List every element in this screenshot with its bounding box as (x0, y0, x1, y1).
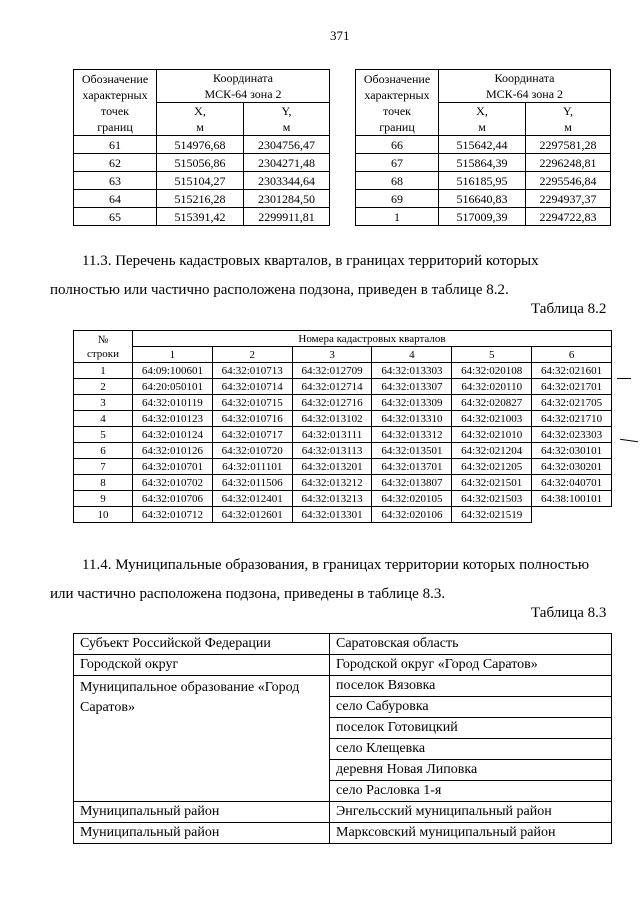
table-row (74, 154, 330, 172)
cadastral-number: 64:32:030101 (532, 443, 612, 459)
col-header: 5 (452, 347, 532, 363)
cadastral-number: 64:32:010126 (133, 443, 213, 459)
cadastral-number: 64:32:020827 (452, 395, 532, 411)
row-number: 8 (74, 475, 133, 491)
cadastral-number: 64:32:013303 (372, 363, 452, 379)
cadastral-number: 64:32:021519 (452, 507, 532, 523)
municipal-table (73, 633, 612, 844)
subject-value: Саратовская область (330, 634, 612, 655)
cadastral-number: 64:32:013310 (372, 411, 452, 427)
coordinate-header: Координата МСК-64 зона 2 (439, 70, 611, 103)
x-value: 515216,28 (157, 190, 244, 208)
table-row (74, 172, 330, 190)
col-header: 4 (372, 347, 452, 363)
cadastral-number: 64:32:012716 (292, 395, 372, 411)
x-value: 516185,95 (439, 172, 526, 190)
cadastral-number: 64:32:021501 (452, 475, 532, 491)
table-row (74, 379, 612, 395)
cadastral-number: 64:32:021601 (532, 363, 612, 379)
point-number: 66 (356, 136, 439, 154)
mo-value: поселок Вязовка (330, 676, 612, 697)
x-value: 515056,86 (157, 154, 244, 172)
paragraph-line: 11.4. Муниципальные образования, в границах территории которых полностью (82, 557, 590, 573)
table-row (74, 363, 612, 379)
mo-label: Муниципальное образование «Город Саратов» (74, 676, 330, 802)
coordinate-header: Координата МСК-64 зона 2 (157, 70, 330, 103)
row-number: 6 (74, 443, 133, 459)
cadastral-number: 64:32:010702 (133, 475, 213, 491)
cadastral-table (73, 330, 612, 523)
cadastral-number: 64:32:023303 (532, 427, 612, 443)
cadastral-title: Номера кадастровых кварталов (133, 331, 612, 347)
cadastral-number: 64:32:010714 (212, 379, 292, 395)
table-row (74, 507, 612, 523)
cadastral-number: 64:32:013113 (292, 443, 372, 459)
y-value: 2301284,50 (244, 190, 330, 208)
district-label: Муниципальный район (74, 802, 330, 823)
cadastral-number: 64:32:010715 (212, 395, 292, 411)
paragraph-11-4 (50, 551, 612, 609)
row-number: 4 (74, 411, 133, 427)
point-number: 64 (74, 190, 157, 208)
cadastral-number: 64:32:013212 (292, 475, 372, 491)
cadastral-number: 64:32:013102 (292, 411, 372, 427)
table-row (74, 411, 612, 427)
cadastral-number: 64:32:020106 (372, 507, 452, 523)
cadastral-number: 64:32:040701 (532, 475, 612, 491)
cadastral-number: 64:32:021503 (452, 491, 532, 507)
district-value: Марксовский муниципальный район (330, 823, 612, 844)
cadastral-number: 64:32:021705 (532, 395, 612, 411)
y-header: Y, м (526, 103, 611, 136)
table-row (74, 395, 612, 411)
cadastral-number: 64:32:010124 (133, 427, 213, 443)
cadastral-number: 64:09:100601 (133, 363, 213, 379)
cadastral-number: 64:32:010713 (212, 363, 292, 379)
row-number: 7 (74, 459, 133, 475)
cadastral-number: 64:32:013201 (292, 459, 372, 475)
table-row (74, 427, 612, 443)
point-number: 63 (74, 172, 157, 190)
okrug-label: Городской округ (74, 655, 330, 676)
y-value: 2294937,37 (526, 190, 611, 208)
paragraph-line: 11.3. Перечень кадастровых кварталов, в границах территорий которых (82, 253, 539, 269)
row-number: 3 (74, 395, 133, 411)
subject-label: Субъект Российской Федерации (74, 634, 330, 655)
table-row (74, 459, 612, 475)
cadastral-number: 64:32:013312 (372, 427, 452, 443)
coord-right-body (356, 136, 611, 226)
district-value: Энгельсский муниципальный район (330, 802, 612, 823)
cadastral-number: 64:32:010712 (133, 507, 213, 523)
cadastral-number: 64:32:021205 (452, 459, 532, 475)
cadastral-number: 64:32:012401 (212, 491, 292, 507)
paragraph-line: полностью или частично расположена подзона, приведен в таблице 8.2. (50, 282, 509, 298)
cadastral-number: 64:32:011506 (212, 475, 292, 491)
x-header: X, м (157, 103, 244, 136)
page-number: 371 (330, 28, 350, 43)
cadastral-number: 64:32:010720 (212, 443, 292, 459)
mo-value: село Клещевка (330, 739, 612, 760)
mo-value: село Сабуровка (330, 697, 612, 718)
cadastral-number: 64:32:030201 (532, 459, 612, 475)
point-number: 1 (356, 208, 439, 226)
col-header: 3 (292, 347, 372, 363)
cadastral-number: 64:32:020110 (452, 379, 532, 395)
cadastral-number: 64:32:021010 (452, 427, 532, 443)
mo-value: село Расловка 1-я (330, 781, 612, 802)
cadastral-number: 64:32:010119 (133, 395, 213, 411)
row-number: 9 (74, 491, 133, 507)
x-value: 514976,68 (157, 136, 244, 154)
point-number: 65 (74, 208, 157, 226)
cadastral-number: 64:32:021710 (532, 411, 612, 427)
y-value: 2294722,83 (526, 208, 611, 226)
y-header: Y, м (244, 103, 330, 136)
coord-table-right (355, 69, 611, 226)
col-header: 1 (133, 347, 213, 363)
cadastral-number: 64:32:011101 (212, 459, 292, 475)
okrug-value: Городской округ «Город Саратов» (330, 655, 612, 676)
cadastral-number: 64:20:050101 (133, 379, 213, 395)
coord-left-body (74, 136, 330, 226)
mo-value: деревня Новая Липовка (330, 760, 612, 781)
row-number: 5 (74, 427, 133, 443)
cadastral-number: 64:32:012601 (212, 507, 292, 523)
x-value: 517009,39 (439, 208, 526, 226)
cadastral-number: 64:32:020108 (452, 363, 532, 379)
scan-mark (620, 439, 638, 442)
cadastral-number: 64:32:010717 (212, 427, 292, 443)
scan-mark (617, 378, 631, 379)
cadastral-number: 64:32:010706 (133, 491, 213, 507)
district-label: Муниципальный район (74, 823, 330, 844)
point-number: 68 (356, 172, 439, 190)
cadastral-number: 64:32:013111 (292, 427, 372, 443)
x-value: 516640,83 (439, 190, 526, 208)
cadastral-number: 64:32:010123 (133, 411, 213, 427)
cadastral-number: 64:32:012709 (292, 363, 372, 379)
point-number: 69 (356, 190, 439, 208)
table-row (356, 172, 611, 190)
point-number: 67 (356, 154, 439, 172)
cadastral-number: 64:32:013307 (372, 379, 452, 395)
table-row (356, 136, 611, 154)
paragraph-11-3 (50, 247, 610, 305)
cadastral-number: 64:32:021204 (452, 443, 532, 459)
table-row (74, 475, 612, 491)
y-value: 2297581,28 (526, 136, 611, 154)
coord-table-left (73, 69, 330, 226)
table-8-2-caption: Таблица 8.2 (531, 301, 607, 317)
y-value: 2304271,48 (244, 154, 330, 172)
table-8-3-caption: Таблица 8.3 (531, 605, 607, 621)
empty-cell (532, 507, 612, 523)
x-value: 515864,39 (439, 154, 526, 172)
cadastral-body (74, 363, 612, 523)
cadastral-number: 64:32:021003 (452, 411, 532, 427)
table-row (356, 154, 611, 172)
y-value: 2304756,47 (244, 136, 330, 154)
x-value: 515391,42 (157, 208, 244, 226)
cadastral-number: 64:38:100101 (532, 491, 612, 507)
table-row (74, 190, 330, 208)
cadastral-number: 64:32:020105 (372, 491, 452, 507)
table-row (74, 136, 330, 154)
cadastral-number: 64:32:010716 (212, 411, 292, 427)
x-value: 515642,44 (439, 136, 526, 154)
cadastral-number: 64:32:013701 (372, 459, 452, 475)
y-value: 2295546,84 (526, 172, 611, 190)
row-number: 1 (74, 363, 133, 379)
cadastral-number: 64:32:013501 (372, 443, 452, 459)
x-header: X, м (439, 103, 526, 136)
y-value: 2303344,64 (244, 172, 330, 190)
col-header: 2 (212, 347, 292, 363)
x-value: 515104,27 (157, 172, 244, 190)
row-number: 10 (74, 507, 133, 523)
table-row (74, 443, 612, 459)
cadastral-number: 64:32:013807 (372, 475, 452, 491)
table-row (74, 491, 612, 507)
row-number: 2 (74, 379, 133, 395)
mo-value: поселок Готовицкий (330, 718, 612, 739)
cadastral-number: 64:32:013213 (292, 491, 372, 507)
table-row (356, 190, 611, 208)
cadastral-number: 64:32:012714 (292, 379, 372, 395)
y-value: 2299911,81 (244, 208, 330, 226)
cadastral-number: 64:32:021701 (532, 379, 612, 395)
designation-header: Обозначение характерных точек границ (356, 70, 439, 136)
row-num-header: № строки (74, 331, 133, 363)
table-row (74, 208, 330, 226)
cad-col-header-row (74, 347, 612, 363)
cadastral-number: 64:32:010701 (133, 459, 213, 475)
point-number: 61 (74, 136, 157, 154)
cadastral-number: 64:32:013301 (292, 507, 372, 523)
cadastral-number: 64:32:013309 (372, 395, 452, 411)
designation-header: Обозначение характерных точек границ (74, 70, 157, 136)
table-row (356, 208, 611, 226)
col-header: 6 (532, 347, 612, 363)
paragraph-line: или частично расположена подзона, приведены в таблице 8.3. (50, 586, 446, 602)
y-value: 2296248,81 (526, 154, 611, 172)
point-number: 62 (74, 154, 157, 172)
